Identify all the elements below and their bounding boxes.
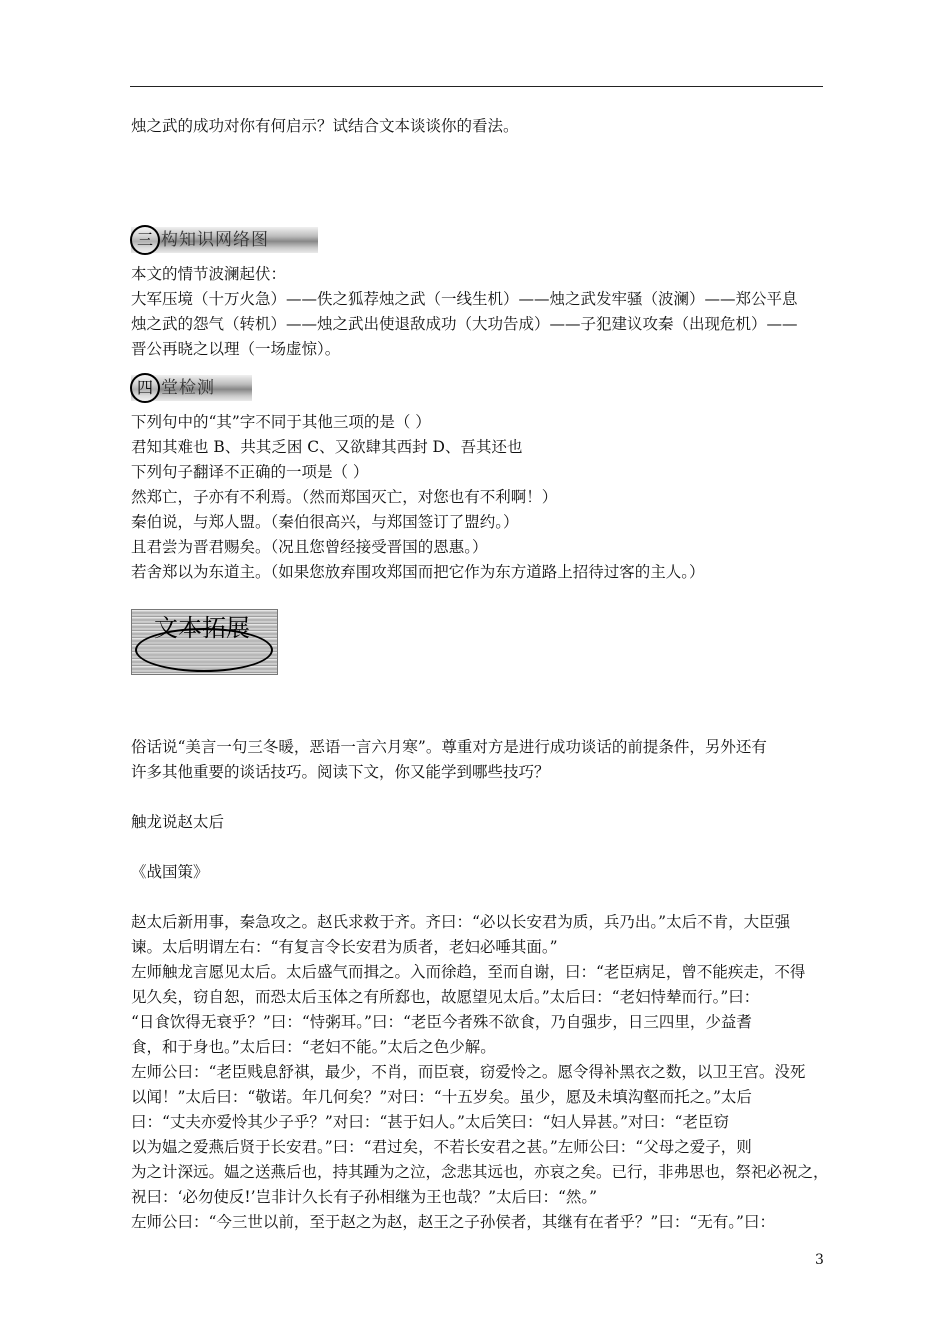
- intro-line: 俗话说“美言一句三冬暖，恶语一言六月寒”。尊重对方是进行成功谈话的前提条件，另外还有: [131, 738, 767, 756]
- article-source: 《战国策》: [131, 863, 209, 881]
- article-line: 曰：“丈夫亦爱怜其少子乎？”对曰：“甚于妇人。”太后笑曰：“妇人异甚。”对曰：“老臣窃: [131, 1113, 729, 1131]
- article-line: 为之计深远。媪之送燕后也，持其踵为之泣，念悲其远也，亦哀之矣。已行，非弗思也，祭祀必祝之，: [131, 1163, 829, 1181]
- section4-line: 若舍郑以为东道主。（如果您放弃围攻郑国而把它作为东方道路上招待过客的主人。）: [131, 563, 705, 581]
- article-line: 赵太后新用事，秦急攻之。赵氏求救于齐。齐曰：“必以长安君为质，兵乃出。”太后不肯，大臣强: [131, 913, 791, 931]
- section3-title: 构知识网络图: [161, 230, 269, 250]
- article-line: 左师触龙言愿见太后。太后盛气而揖之。入而徐趋，至而自谢，曰：“老臣病足，曾不能疾走，不得: [131, 963, 806, 981]
- article-line: 左师公曰：“今三世以前，至于赵之为赵，赵王之子孙侯者，其继有在者乎？”曰：“无有。”曰：: [131, 1213, 775, 1231]
- section4-line: 秦伯说，与郑人盟。（秦伯很高兴，与郑国签订了盟约。）: [131, 513, 519, 531]
- section3-line: 大军压境（十万火急）——佚之狐荐烛之武（一线生机）——烛之武发牢骚（波澜）——郑公平息: [131, 290, 798, 308]
- section3-line: 本文的情节波澜起伏：: [131, 265, 287, 283]
- article-line: 祝曰：‘必勿使反!’岂非计久长有子孙相继为王也哉？”太后曰：“然。”: [131, 1188, 598, 1206]
- section4-line: 且君尝为晋君赐矣。（况且您曾经接受晋国的恩惠。）: [131, 538, 488, 556]
- page-number: 3: [815, 1252, 824, 1268]
- text-extension-banner: [131, 609, 278, 675]
- article-line: 以为媪之爱燕后贤于长安君。”曰：“君过矣，不若长安君之甚。”左师公曰：“父母之爱子，则: [131, 1138, 752, 1156]
- article-line: 谏。太后明谓左右：“有复言令长安君为质者，老妇必唾其面。”: [131, 938, 558, 956]
- section4-title: 堂检测: [161, 378, 215, 398]
- header-rule: [130, 86, 823, 87]
- section3-heading: [131, 227, 318, 253]
- article-line: “日食饮得无衰乎？”曰：“恃粥耳。”曰：“老臣今者殊不欲食，乃自强步，日三四里，少益耆: [131, 1013, 752, 1031]
- section3-line: 烛之武的怨气（转机）——烛之武出使退敌成功（大功告成）——子犯建议攻秦（出现危机）——: [131, 315, 798, 333]
- section3-badge: 三: [130, 225, 160, 255]
- section4-heading: [131, 375, 252, 401]
- article-title: 触龙说赵太后: [131, 813, 225, 831]
- section3-line: 晋公再晓之以理（一场虚惊）。: [131, 340, 341, 358]
- section4-line: 下列句子翻译不正确的一项是（ ）: [131, 463, 369, 481]
- article-line: 左师公曰：“老臣贱息舒祺，最少，不肖，而臣衰，窃爱怜之。愿令得补黑衣之数，以卫王宫。没死: [131, 1063, 806, 1081]
- section4-line: 然郑亡，子亦有不利焉。（然而郑国灭亡，对您也有不利啊！）: [131, 488, 558, 506]
- article-line: 见久矣，窃自恕，而恐太后玉体之有所郄也，故愿望见太后。”太后曰：“老妇恃辇而行。”曰：: [131, 988, 760, 1006]
- banner-title: 文本拓展: [154, 614, 250, 642]
- article-line: 以闻！”太后曰：“敬诺。年几何矣？”对曰：“十五岁矣。虽少，愿及未填沟壑而托之。”太后: [131, 1088, 752, 1106]
- section4-line: 下列句中的“其”字不同于其他三项的是（ ）: [131, 413, 431, 431]
- section4-line: 君知其难也 B、共其乏困 C、又欲肆其西封 D、吾其还也: [131, 438, 523, 456]
- section4-badge: 四: [130, 373, 160, 403]
- article-line: 食，和于身也。”太后曰：“老妇不能。”太后之色少解。: [131, 1038, 496, 1056]
- question-text: 烛之武的成功对你有何启示？试结合文本谈谈你的看法。: [131, 117, 519, 135]
- intro-line: 许多其他重要的谈话技巧。阅读下文，你又能学到哪些技巧？: [131, 763, 550, 781]
